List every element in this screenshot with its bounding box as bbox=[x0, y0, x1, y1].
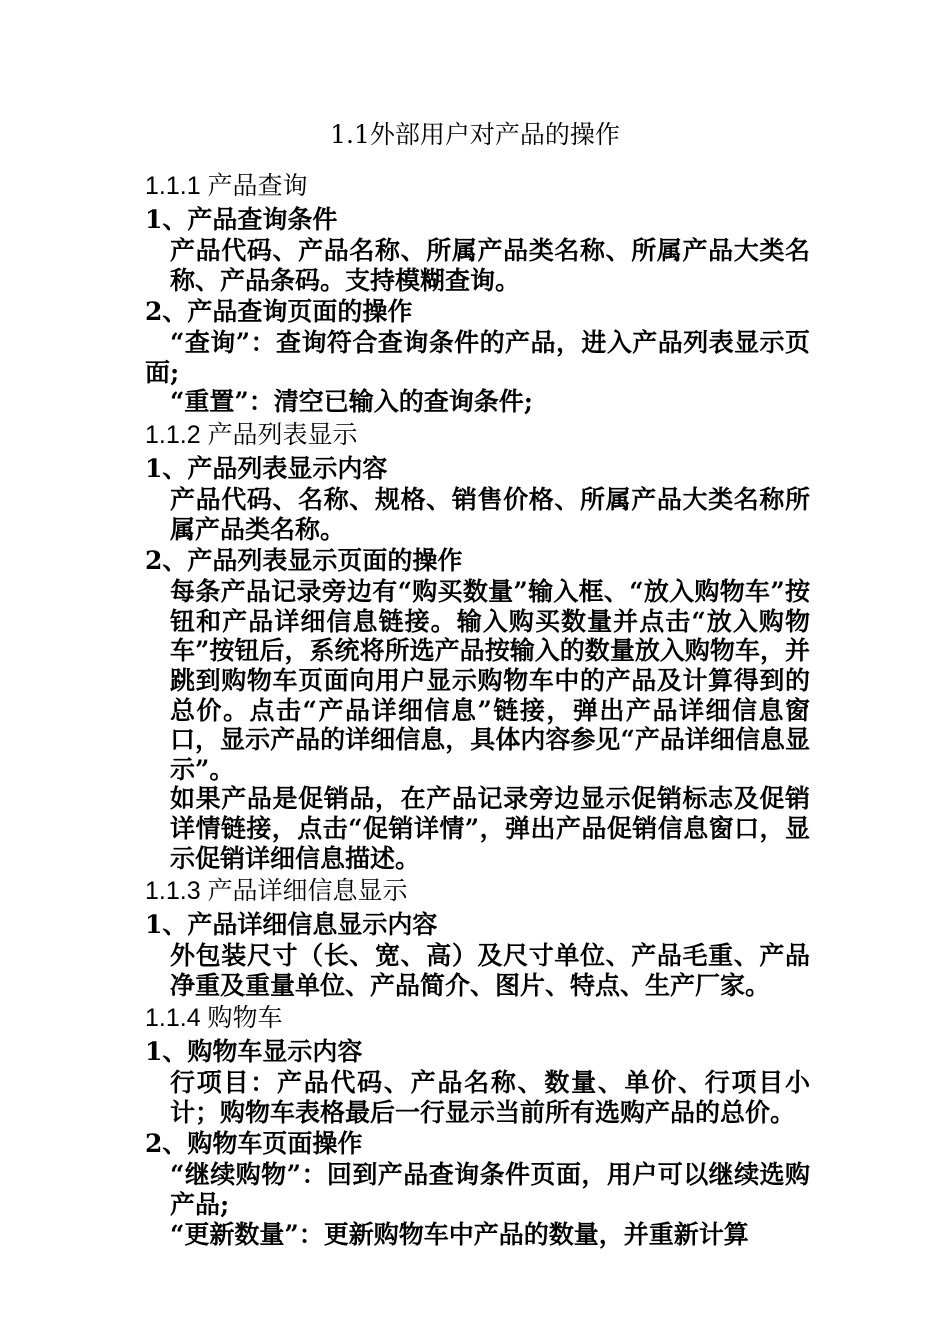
subheading-list-page-ops: 2、产品列表显示页面的操作 bbox=[145, 546, 463, 576]
paragraph-list-content: 产品代码、名称、规格、销售价格、所属产品大类名称所属产品类名称。 bbox=[170, 484, 810, 544]
paragraph-query-button: “查询”：查询符合查询条件的产品，进入产品列表显示页面; bbox=[145, 328, 810, 387]
subheading-query-conditions: 1、产品查询条件 bbox=[145, 205, 338, 234]
subheading-detail-content: 1、产品详细信息显示内容 bbox=[145, 910, 438, 940]
subheading-query-page-ops: 2、产品查询页面的操作 bbox=[145, 297, 413, 327]
paragraph-update-quantity: “更新数量”：更新购物车中产品的数量，并重新计算 bbox=[170, 1219, 749, 1249]
subheading-cart-page-ops: 2、购物车页面操作 bbox=[145, 1129, 363, 1159]
document-title: 1.1外部用户对产品的操作 bbox=[330, 120, 620, 149]
section-heading-shopping-cart: 1.1.4 购物车 bbox=[145, 1004, 283, 1033]
section-heading-product-list: 1.1.2 产品列表显示 bbox=[145, 420, 358, 449]
subheading-list-content: 1、产品列表显示内容 bbox=[145, 453, 388, 483]
document-body bbox=[145, 168, 810, 1249]
paragraph-list-operations: 每条产品记录旁边有“购买数量”输入框、“放入购物车”按钮和产品详细信息链接。输入购买数量并点击“放入购物车”按钮后，系统将所选产品按输入的数量放入购物车，并跳到购物车页面向用户显示购物车中的产品及计算得到的总价。点击“产品详细信息”链接，弹出产品详细信息窗口，显示产品的详细信息，具体内容参见“产品详细信息显示”。 bbox=[170, 577, 810, 784]
paragraph-detail-content: 外包装尺寸（长、宽、高）及尺寸单位、产品毛重、产品净重及重量单位、产品简介、图片、特点、生产厂家。 bbox=[170, 941, 810, 1000]
subheading-cart-content: 1、购物车显示内容 bbox=[145, 1037, 363, 1067]
section-heading-product-detail: 1.1.3 产品详细信息显示 bbox=[145, 877, 408, 906]
paragraph-continue-shopping: “继续购物”：回到产品查询条件页面，用户可以继续选购产品; bbox=[170, 1160, 810, 1220]
section-heading-product-query: 1.1.1 产品查询 bbox=[145, 172, 308, 200]
paragraph-cart-content: 行项目：产品代码、产品名称、数量、单价、行项目小计；购物车表格最后一行显示当前所有选购产品的总价。 bbox=[170, 1068, 810, 1127]
paragraph-promotion: 如果产品是促销品，在产品记录旁边显示促销标志及促销详情链接，点击“促销详情”，弹出产品促销信息窗口，显示促销详细信息描述。 bbox=[170, 784, 810, 873]
paragraph-query-conditions: 产品代码、产品名称、所属产品类名称、所属产品大类名称、产品条码。支持模糊查询。 bbox=[170, 236, 810, 295]
paragraph-reset-button: “重置”：清空已输入的查询条件; bbox=[170, 387, 533, 417]
